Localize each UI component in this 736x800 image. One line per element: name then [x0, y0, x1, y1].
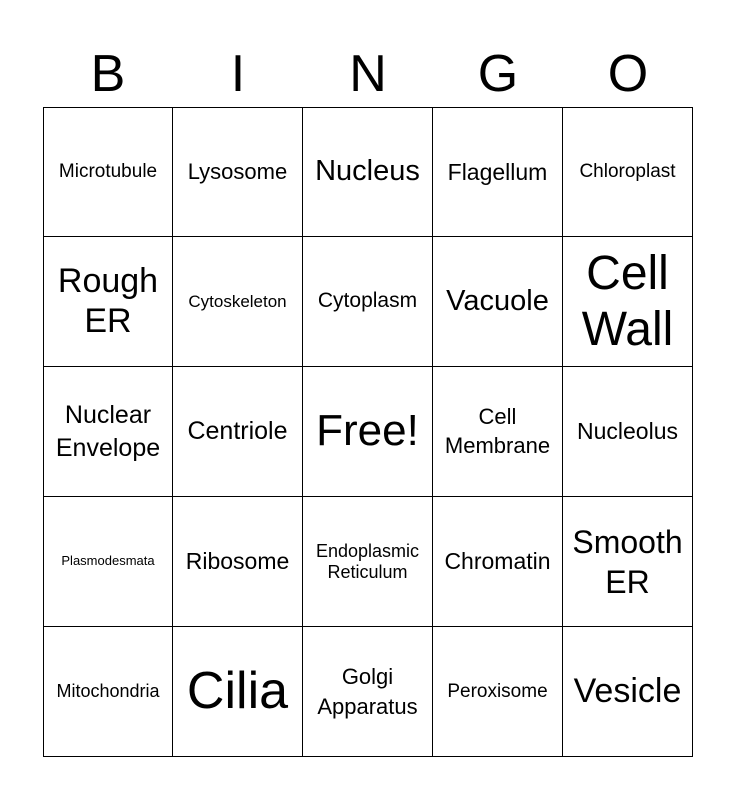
cell-label: Chloroplast	[579, 161, 676, 183]
bingo-header	[43, 42, 693, 106]
cell-label: Flagellum	[447, 158, 548, 185]
cell-label: Cytoskeleton	[188, 291, 287, 311]
bingo-cell-cytoplasm[interactable]	[303, 237, 433, 367]
bingo-cell-chloroplast[interactable]	[563, 107, 693, 237]
cell-label: Nucleolus	[577, 418, 678, 445]
cell-label: Nuclear Envelope	[55, 401, 161, 462]
bingo-cell-ribosome[interactable]	[173, 497, 303, 627]
cell-label: Nucleus	[315, 155, 420, 188]
bingo-cell-lysosome[interactable]	[173, 107, 303, 237]
cell-label: Centriole	[187, 417, 288, 446]
bingo-cell-flagellum[interactable]	[433, 107, 563, 237]
bingo-board	[43, 107, 693, 757]
cell-label: Free!	[316, 406, 419, 456]
bingo-cell-rough-er[interactable]	[43, 237, 173, 367]
cell-label: Ribosome	[185, 548, 290, 575]
header-letter-g: G	[477, 45, 519, 103]
header-letter-n: N	[349, 45, 387, 103]
bingo-cell-mitochondria[interactable]	[43, 627, 173, 757]
cell-label: Cell Membrane	[444, 403, 551, 458]
bingo-cell-cell-wall[interactable]	[563, 237, 693, 367]
cell-label: Plasmodesmata	[61, 553, 155, 569]
bingo-cell-chromatin[interactable]	[433, 497, 563, 627]
bingo-cell-plasmodesmata[interactable]	[43, 497, 173, 627]
cell-label: Chromatin	[444, 548, 551, 575]
cell-label: Peroxisome	[447, 680, 548, 702]
bingo-cell-smooth-er[interactable]	[563, 497, 693, 627]
cell-label: Mitochondria	[56, 681, 160, 702]
header-letter-i: I	[230, 45, 246, 103]
bingo-cell-cell-membrane[interactable]	[433, 367, 563, 497]
header-letter-b: B	[90, 45, 126, 103]
bingo-cell-endoplasmic-reticulum[interactable]	[303, 497, 433, 627]
cell-label: Microtubule	[58, 161, 158, 183]
bingo-cell-golgi-apparatus[interactable]	[303, 627, 433, 757]
bingo-cell-microtubule[interactable]	[43, 107, 173, 237]
bingo-cell-cilia[interactable]	[173, 627, 303, 757]
bingo-cell-nucleolus[interactable]	[563, 367, 693, 497]
cell-label: Lysosome	[187, 159, 288, 185]
cell-label: Rough ER	[57, 262, 159, 340]
cell-label: Endoplasmic Reticulum	[315, 540, 420, 582]
bingo-cell-free-space[interactable]	[303, 367, 433, 497]
cell-label: Golgi Apparatus	[317, 663, 418, 719]
bingo-cell-nuclear-envelope[interactable]	[43, 367, 173, 497]
header-letter-o: O	[607, 45, 649, 103]
cell-label: Cell Wall	[581, 247, 674, 356]
bingo-cell-vacuole[interactable]	[433, 237, 563, 367]
bingo-cell-nucleus[interactable]	[303, 107, 433, 237]
cell-label: Vacuole	[446, 284, 549, 317]
bingo-cell-vesicle[interactable]	[563, 627, 693, 757]
cell-label: Cytoplasm	[317, 289, 418, 313]
bingo-cell-peroxisome[interactable]	[433, 627, 563, 757]
cell-label: Smooth ER	[572, 523, 683, 600]
bingo-cell-centriole[interactable]	[173, 367, 303, 497]
cell-label: Cilia	[186, 661, 289, 720]
bingo-cell-cytoskeleton[interactable]	[173, 237, 303, 367]
cell-label: Vesicle	[573, 671, 682, 710]
